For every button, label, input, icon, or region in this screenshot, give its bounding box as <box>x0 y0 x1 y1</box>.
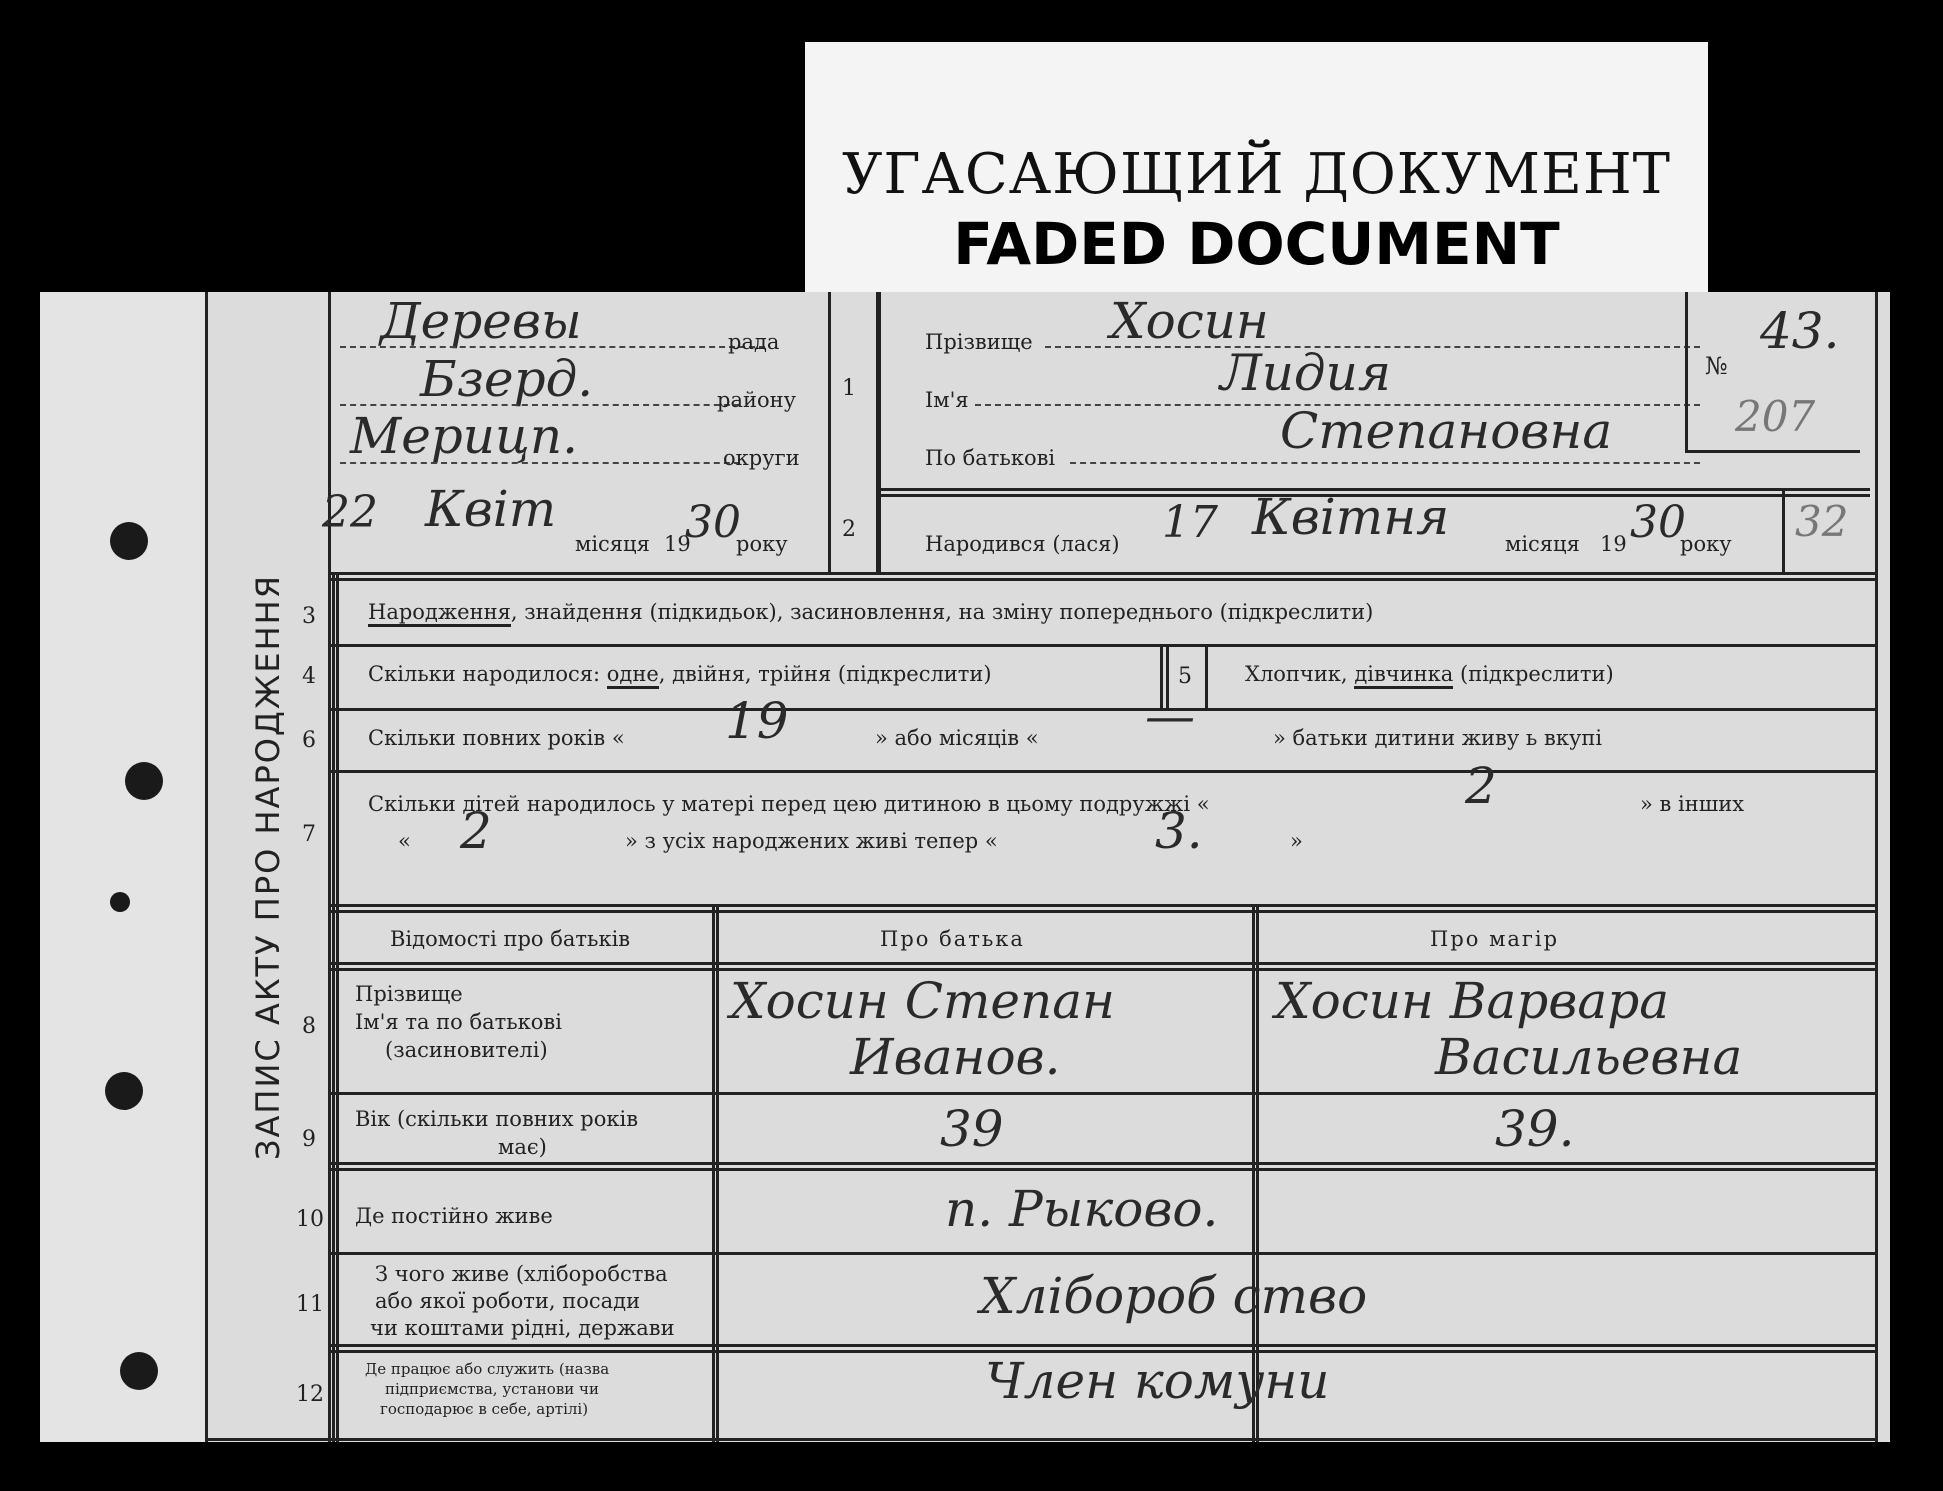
record-number-label: № <box>1705 352 1728 380</box>
event-birth-option: Народження <box>368 600 511 627</box>
sex-boy-option: Хлопчик, <box>1245 662 1348 686</box>
livelihood-label-1: З чого живе (хліборобства <box>375 1262 668 1286</box>
row-number: 6 <box>302 728 316 753</box>
punch-hole <box>105 1072 143 1110</box>
surname-label-parents: Прізвище <box>355 982 463 1006</box>
birth-month: Квітня <box>1252 488 1450 546</box>
sex-options <box>1245 662 1614 686</box>
workplace-value: Член комуни <box>985 1352 1330 1410</box>
mother-age: 39. <box>1495 1100 1575 1158</box>
year-label: року <box>736 532 788 556</box>
event-other-options: знайдення (підкидьок), засиновлення, на зміну попереднього (підкреслити) <box>524 600 1374 624</box>
row-number: 3 <box>302 604 316 629</box>
surname-label: Прізвище <box>925 330 1033 354</box>
okruha-value: Мерицп. <box>350 407 578 465</box>
row-number: 1 <box>842 376 856 401</box>
children-before-label: Скільки дітей народилось у матері перед цею дитиною в цьому подружжі « <box>368 792 1210 816</box>
livelihood-value: Хлібороб ство <box>980 1267 1368 1325</box>
children-before-value: 2 <box>1465 757 1497 815</box>
row-number: 12 <box>296 1382 324 1407</box>
multiplicity-other-options: , двійня, трійня (підкреслити) <box>658 662 992 686</box>
workplace-label-1: Де працює або служить (назва <box>365 1360 610 1378</box>
sex-girl-option: дівчинка <box>1354 662 1453 689</box>
month-label: місяця <box>575 532 650 556</box>
livelihood-label-2: або якої роботи, посади <box>375 1289 641 1313</box>
quote-open: « <box>398 829 411 853</box>
quote-close: » <box>1290 829 1303 853</box>
punch-hole <box>110 892 130 912</box>
punch-hole <box>120 1352 158 1390</box>
record-number-value: 43. <box>1760 302 1840 360</box>
workplace-label-3: господарює в себе, артілі) <box>380 1400 589 1418</box>
children-other-value: 2 <box>460 802 492 860</box>
rada-value: Деревы <box>380 292 582 350</box>
registration-month: Квіт <box>425 480 557 538</box>
marriage-months-value: — <box>1145 687 1195 745</box>
birth-year-prefix: 19 <box>1600 532 1627 556</box>
rada-label: рада <box>728 330 780 354</box>
multiplicity-label: Скільки народилося: <box>368 662 601 686</box>
mother-column-header: Про магір <box>1430 927 1560 951</box>
punch-hole <box>110 522 148 560</box>
row-number: 7 <box>302 822 316 847</box>
punch-hole <box>125 762 163 800</box>
age-label-2: має) <box>498 1135 547 1159</box>
rayon-label: району <box>717 388 796 412</box>
parents-info-header: Відомості про батьків <box>390 927 631 951</box>
overlay-ru-text: УГАСАЮЩИЙ ДОКУМЕНТ <box>841 142 1672 207</box>
birth-year: 30 <box>1630 497 1686 548</box>
age-label: Вік (скільки повних років <box>355 1107 639 1131</box>
marriage-years-label: Скільки повних років « <box>368 726 625 750</box>
name-patronymic-label-parents: Ім'я та по батькові <box>355 1010 562 1034</box>
binding-strip <box>40 292 208 1442</box>
children-alive-label: » з усіх народжених живі тепер « <box>625 829 998 853</box>
sex-hint: (підкреслити) <box>1460 662 1614 686</box>
children-other-label: » в інших <box>1640 792 1745 816</box>
marriage-months-label: » або місяців « <box>875 726 1039 750</box>
children-alive-value: 3. <box>1155 802 1203 860</box>
faded-document-label <box>805 42 1708 294</box>
multiplicity-single-option: одне <box>607 662 659 689</box>
birth-day: 17 <box>1162 497 1218 548</box>
row-number: 10 <box>296 1207 324 1232</box>
form-title: ЗАПИС АКТУ ПРО НАРОДЖЕННЯ <box>249 574 287 1160</box>
marriage-together-label: » батьки дитини живу ь вкупі <box>1273 726 1603 750</box>
okruha-label: округи <box>723 446 800 470</box>
multiplicity-options <box>368 662 992 686</box>
adopters-label: (засиновителі) <box>385 1038 548 1062</box>
row-number: 11 <box>296 1292 324 1317</box>
born-label: Народився (лася) <box>925 532 1120 556</box>
year-prefix: 19 <box>664 532 691 556</box>
father-age: 39 <box>940 1100 1004 1158</box>
birth-year-label: року <box>1680 532 1732 556</box>
father-column-header: Про батька <box>880 927 1025 951</box>
rayon-value: Бзерд. <box>420 350 594 408</box>
surname-value: Хосин <box>1110 292 1269 350</box>
name-value: Лидия <box>1220 344 1391 402</box>
pencil-note-207: 207 <box>1735 392 1816 441</box>
livelihood-label-3: чи коштами рідні, держави <box>370 1316 675 1340</box>
father-patronymic: Иванов. <box>850 1028 1061 1086</box>
vertical-title-column <box>208 292 331 1442</box>
residence-value: п. Рыково. <box>945 1180 1219 1238</box>
birth-month-label: місяця <box>1505 532 1580 556</box>
patronymic-label: По батькові <box>925 446 1056 470</box>
row-number: 2 <box>842 517 856 542</box>
row-number: 9 <box>302 1127 316 1152</box>
registration-day: 22 <box>322 487 378 538</box>
patronymic-value: Степановна <box>1280 402 1613 460</box>
birth-record-card <box>40 292 1890 1442</box>
row-number: 5 <box>1178 664 1192 689</box>
row-number: 4 <box>302 664 316 689</box>
father-surname-name: Хосин Степан <box>730 972 1115 1030</box>
row-number: 8 <box>302 1014 316 1039</box>
workplace-label-2: підприємства, установи чи <box>385 1380 599 1398</box>
event-type-options: Народження, знайдення (підкидьок), засиновлення, на зміну попереднього (підкреслити) <box>368 600 1373 624</box>
overlay-en-text: FADED DOCUMENT <box>953 210 1560 278</box>
marriage-years-value: 19 <box>725 692 789 750</box>
mother-surname-name: Хосин Варвара <box>1275 972 1670 1030</box>
name-label: Ім'я <box>925 388 969 412</box>
registration-year: 30 <box>685 497 741 548</box>
pencil-note-32: 32 <box>1795 497 1849 546</box>
mother-patronymic: Васильевна <box>1435 1028 1743 1086</box>
residence-label: Де постійно живе <box>355 1204 553 1228</box>
